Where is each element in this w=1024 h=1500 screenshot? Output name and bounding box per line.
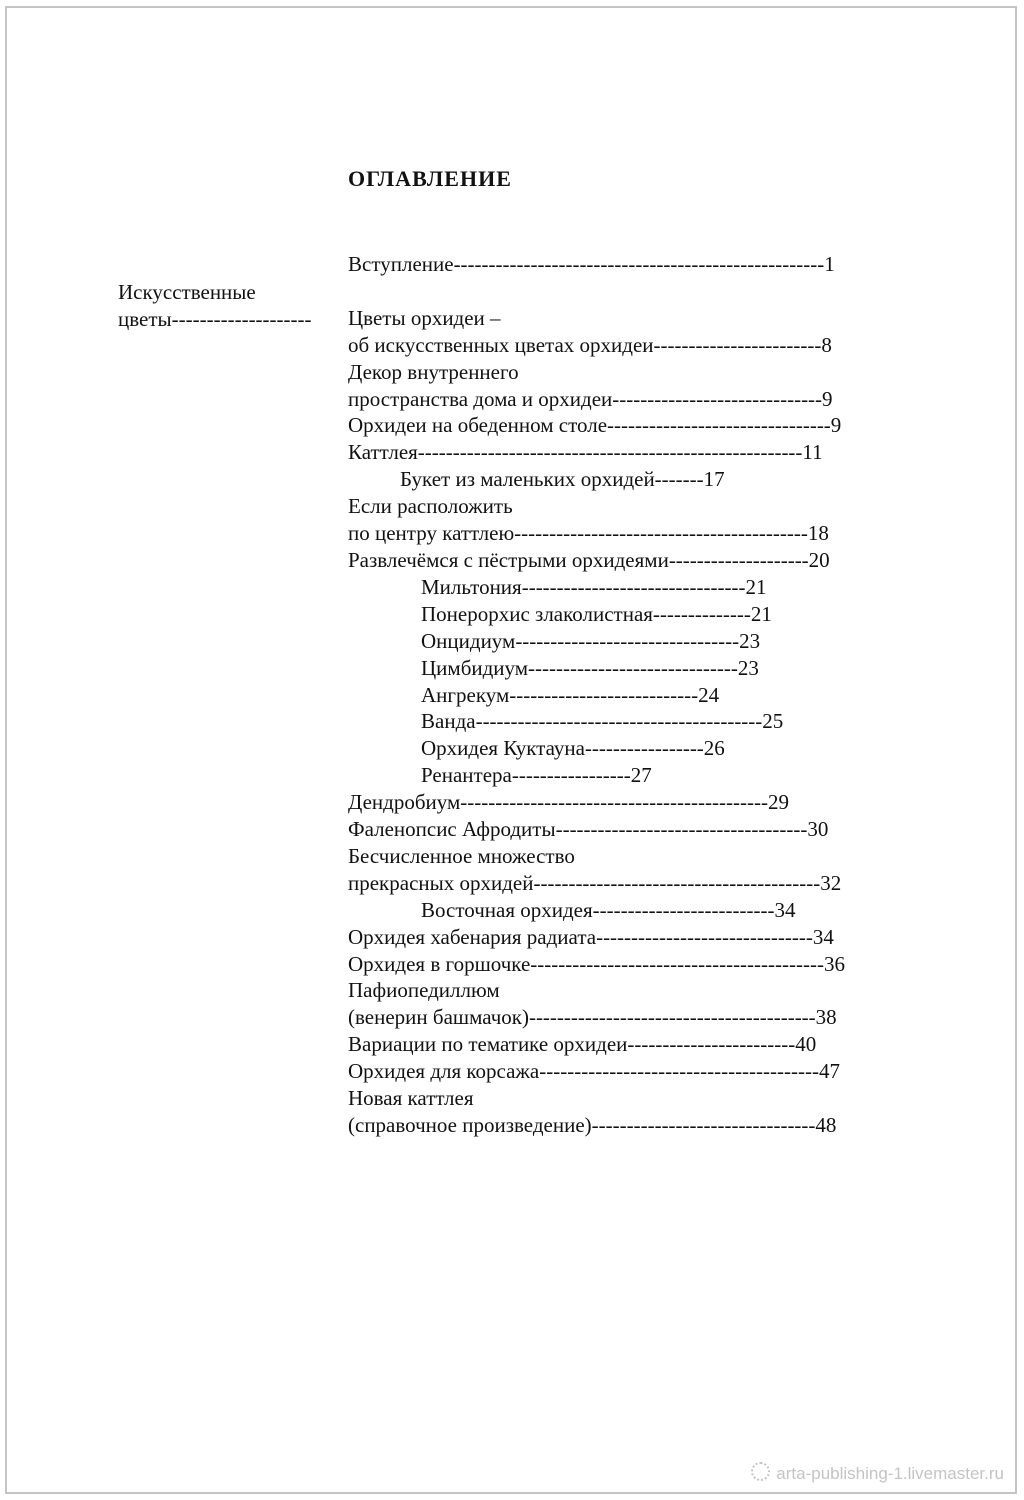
toc-entry: Новая каттлея	[348, 1086, 474, 1111]
toc-entry: Мильтония--------------------------------21	[421, 574, 767, 599]
toc-entry: Орхидеи на обеденном столе--------------------------------9	[348, 413, 842, 438]
side-label-line: Искусственные	[118, 280, 256, 304]
side-label	[118, 279, 312, 333]
toc-entry: Каттлея-------------------------------------------------------11	[348, 440, 823, 465]
toc-entry: Орхидея для корсажа----------------------------------------47	[348, 1059, 840, 1084]
flower-icon	[751, 1462, 770, 1481]
toc-entry: Восточная орхидея--------------------------34	[421, 897, 796, 922]
toc-entry: Онцидиум--------------------------------23	[421, 628, 761, 653]
toc-entry: Ванда-----------------------------------------25	[421, 709, 784, 734]
toc-entry: Фаленопсис Афродиты------------------------------------30	[348, 817, 829, 842]
toc-entry: Если расположить	[348, 494, 513, 519]
side-label-line: цветы--------------------	[118, 307, 312, 331]
toc-entry: Орхидея в горшочке------------------------------------------36	[348, 951, 845, 976]
toc-entry: Пафиопедиллюм	[348, 978, 500, 1003]
toc-entry: об искусственных цветах орхидеи------------------------8	[348, 332, 832, 357]
toc-entry: Цимбидиум------------------------------23	[421, 655, 759, 680]
toc-entry: Ангрекум---------------------------24	[421, 682, 720, 707]
toc-entry	[348, 278, 845, 305]
toc-entry: Вариации по тематике орхидеи------------------------40	[348, 1032, 817, 1057]
toc-entry: Декор внутреннего	[348, 359, 519, 384]
page-title: ОГЛАВЛЕНИЕ	[348, 166, 512, 191]
toc-entry: пространства дома и орхидеи------------------------------9	[348, 386, 833, 411]
toc-entry: (справочное произведение)--------------------------------48	[348, 1113, 837, 1137]
watermark	[751, 1462, 1004, 1484]
toc-entry: Развлечёмся с пёстрыми орхидеями--------------------20	[348, 547, 830, 572]
toc-entry: Вступление-----------------------------------------------------1	[348, 252, 835, 276]
toc-entry: Понерорхис злаколистная--------------21	[421, 601, 772, 626]
toc-entry: Орхидея Куктауна-----------------26	[421, 736, 725, 761]
toc-entry: (венерин башмачок)-----------------------------------------38	[348, 1005, 837, 1030]
toc-entry: Орхидея хабенария радиата-------------------------------34	[348, 924, 834, 949]
toc-entry: Бесчисленное множество	[348, 843, 575, 868]
watermark-text: arta-publishing-1.livemaster.ru	[776, 1464, 1004, 1483]
toc-entry: Дендробиум--------------------------------------------29	[348, 790, 789, 815]
toc-entry: прекрасных орхидей-----------------------------------------32	[348, 870, 842, 895]
toc-entry: Ренантера-----------------27	[421, 763, 652, 788]
table-of-contents	[348, 251, 845, 1139]
toc-entry: Букет из маленьких орхидей-------17	[400, 467, 725, 492]
toc-entry: Цветы орхидеи –	[348, 305, 501, 330]
toc-entry: по центру каттлею------------------------------------------18	[348, 521, 829, 546]
